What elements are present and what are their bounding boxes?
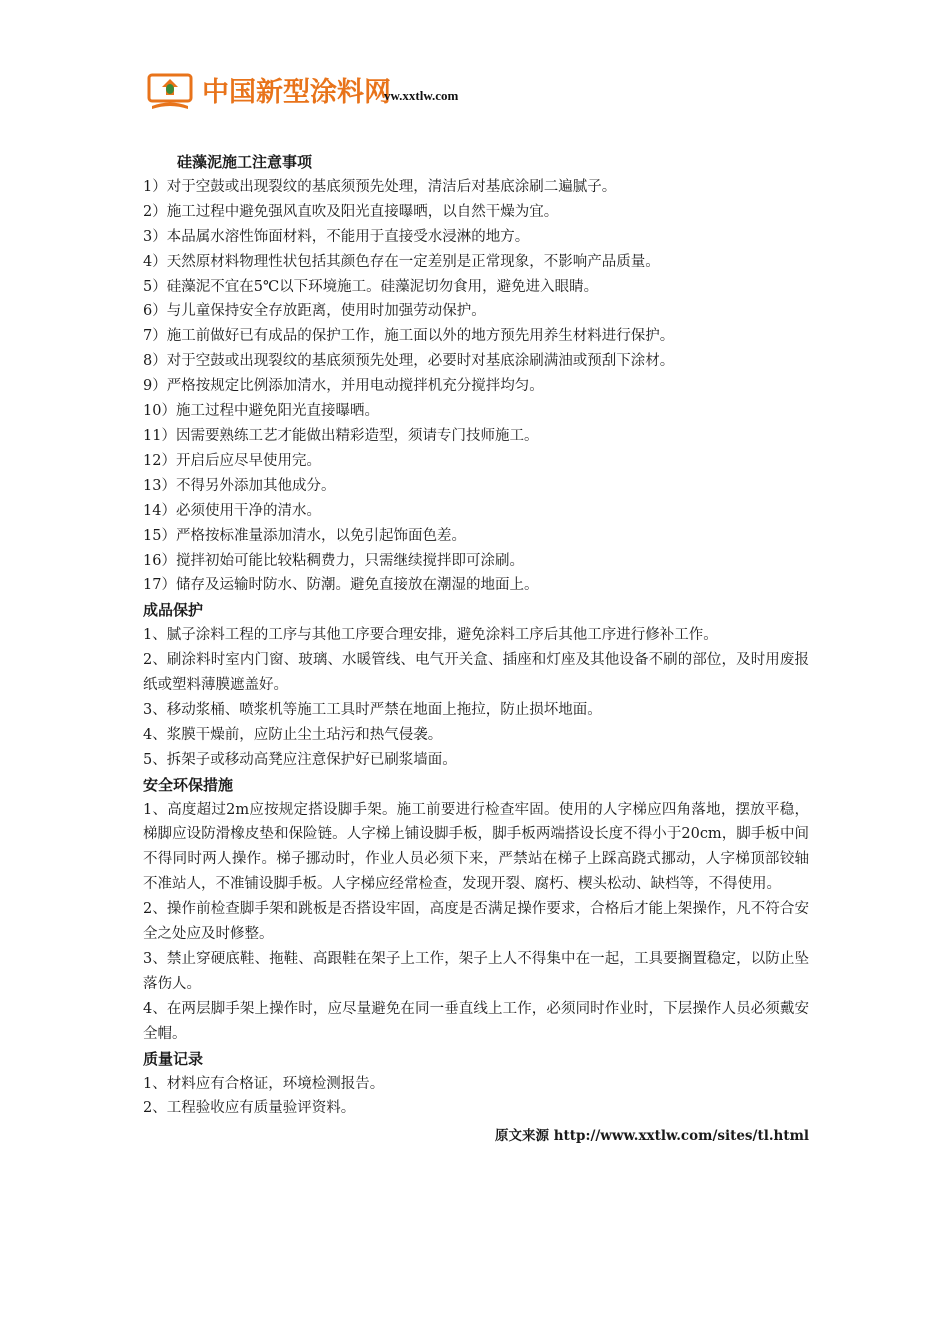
protection-item: 3、移动浆桶、喷浆机等施工工具时严禁在地面上拖拉，防止损坏地面。	[143, 701, 602, 718]
safety-item: 2、操作前检查脚手架和跳板是否搭设牢固，高度是否满足操作要求，合格后才能上架操作，凡不符合安全之处应及时修整。	[143, 901, 809, 943]
precautions-list	[143, 175, 809, 598]
site-header	[146, 72, 486, 116]
protection-item: 4、浆膜干燥前，应防止尘土玷污和热气侵袭。	[143, 726, 443, 743]
source-link[interactable]: 原文来源 http://www.xxtlw.com/sites/tl.html	[495, 1128, 809, 1145]
safety-item: 3、禁止穿硬底鞋、拖鞋、高跟鞋在架子上工作，架子上人不得集中在一起，工具要搁置稳定，以防止坠落伤人。	[143, 951, 809, 992]
precaution-item: 12）开启后应尽早使用完。	[143, 452, 321, 469]
quality-item: 1、材料应有合格证，环境检测报告。	[143, 1075, 385, 1092]
protection-list	[143, 623, 809, 772]
precaution-item: 9）严格按规定比例添加清水，并用电动搅拌机充分搅拌均匀。	[143, 378, 544, 395]
document-title: 硅藻泥施工注意事项	[177, 153, 313, 171]
precaution-item: 11）因需要熟练工艺才能做出精彩造型，须请专门技师施工。	[143, 427, 539, 444]
precaution-item: 4）天然原材料物理性状包括其颜色存在一定差别是正常现象，不影响产品质量。	[143, 253, 660, 270]
safety-item: 4、在两层脚手架上操作时，应尽量避免在同一垂直线上工作，必须同时作业时，下层操作人员必须戴安全帽。	[143, 1000, 809, 1042]
precaution-item: 10）施工过程中避免阳光直接曝晒。	[143, 403, 379, 420]
protection-item: 2、刷涂料时室内门窗、玻璃、水暖管线、电气开关盒、插座和灯座及其他设备不刷的部位，及时用废报纸或塑料薄膜遮盖好。	[143, 652, 809, 694]
precaution-item: 6）与儿童保持安全存放距离，使用时加强劳动保护。	[143, 303, 486, 320]
precaution-item: 16）搅拌初始可能比较粘稠费力，只需继续搅拌即可涂刷。	[143, 552, 524, 569]
precaution-item: 5）硅藻泥不宜在5℃以下环境施工。硅藻泥切勿食用，避免进入眼睛。	[143, 278, 599, 295]
safety-heading: 安全环保措施	[143, 775, 234, 794]
precaution-item: 1）对于空鼓或出现裂纹的基底须预先处理，清洁后对基底涂刷二遍腻子。	[143, 178, 617, 195]
precaution-item: 8）对于空鼓或出现裂纹的基底须预先处理，必要时对基底涂刷满油或预刮下涂材。	[143, 353, 675, 370]
precaution-item: 14）必须使用干净的清水。	[143, 502, 321, 519]
site-url[interactable]: vw.xxtlw.com	[384, 88, 459, 103]
precaution-item: 3）本品属水溶性饰面材料，不能用于直接受水浸淋的地方。	[143, 228, 530, 245]
quality-heading: 质量记录	[143, 1049, 204, 1068]
precaution-item: 2）施工过程中避免强风直吹及阳光直接曝晒，以自然干燥为宜。	[143, 203, 559, 220]
site-logo-icon	[146, 72, 194, 112]
quality-list	[143, 1072, 809, 1122]
quality-item: 2、工程验收应有质量验评资料。	[143, 1100, 356, 1117]
precaution-item: 15）严格按标准量添加清水，以免引起饰面色差。	[143, 527, 466, 544]
protection-item: 5、拆架子或移动高凳应注意保护好已刷浆墙面。	[143, 751, 457, 768]
site-logo-text: 中国新型涂料网	[202, 77, 391, 108]
precaution-item: 13）不得另外添加其他成分。	[143, 477, 336, 494]
safety-list	[143, 798, 809, 1047]
safety-item: 1、高度超过2m应按规定搭设脚手架。施工前要进行检查牢固。使用的人字梯应四角落地，摆放平稳，梯脚应设防滑橡皮垫和保险链。人字梯上铺设脚手板，脚手板两端搭设长度不得小于20cm，脚手板中间不得同时两人操作。梯子挪动时，作业人员必须下来，严禁站在梯子上踩高跷式挪动，人字梯顶部铰轴不准站人，不准铺设脚手板。人字梯应经常检查，发现开裂、腐朽、楔头松动、缺档等，不得使用。	[143, 801, 809, 893]
precaution-item: 7）施工前做好已有成品的保护工作，施工面以外的地方预先用养生材料进行保护。	[143, 328, 675, 345]
protection-item: 1、腻子涂料工程的工序与其他工序要合理安排，避免涂料工序后其他工序进行修补工作。	[143, 627, 718, 644]
precaution-item: 17）储存及运输时防水、防潮。避免直接放在潮湿的地面上。	[143, 577, 539, 594]
protection-heading: 成品保护	[143, 601, 204, 620]
document-body	[143, 150, 809, 1149]
